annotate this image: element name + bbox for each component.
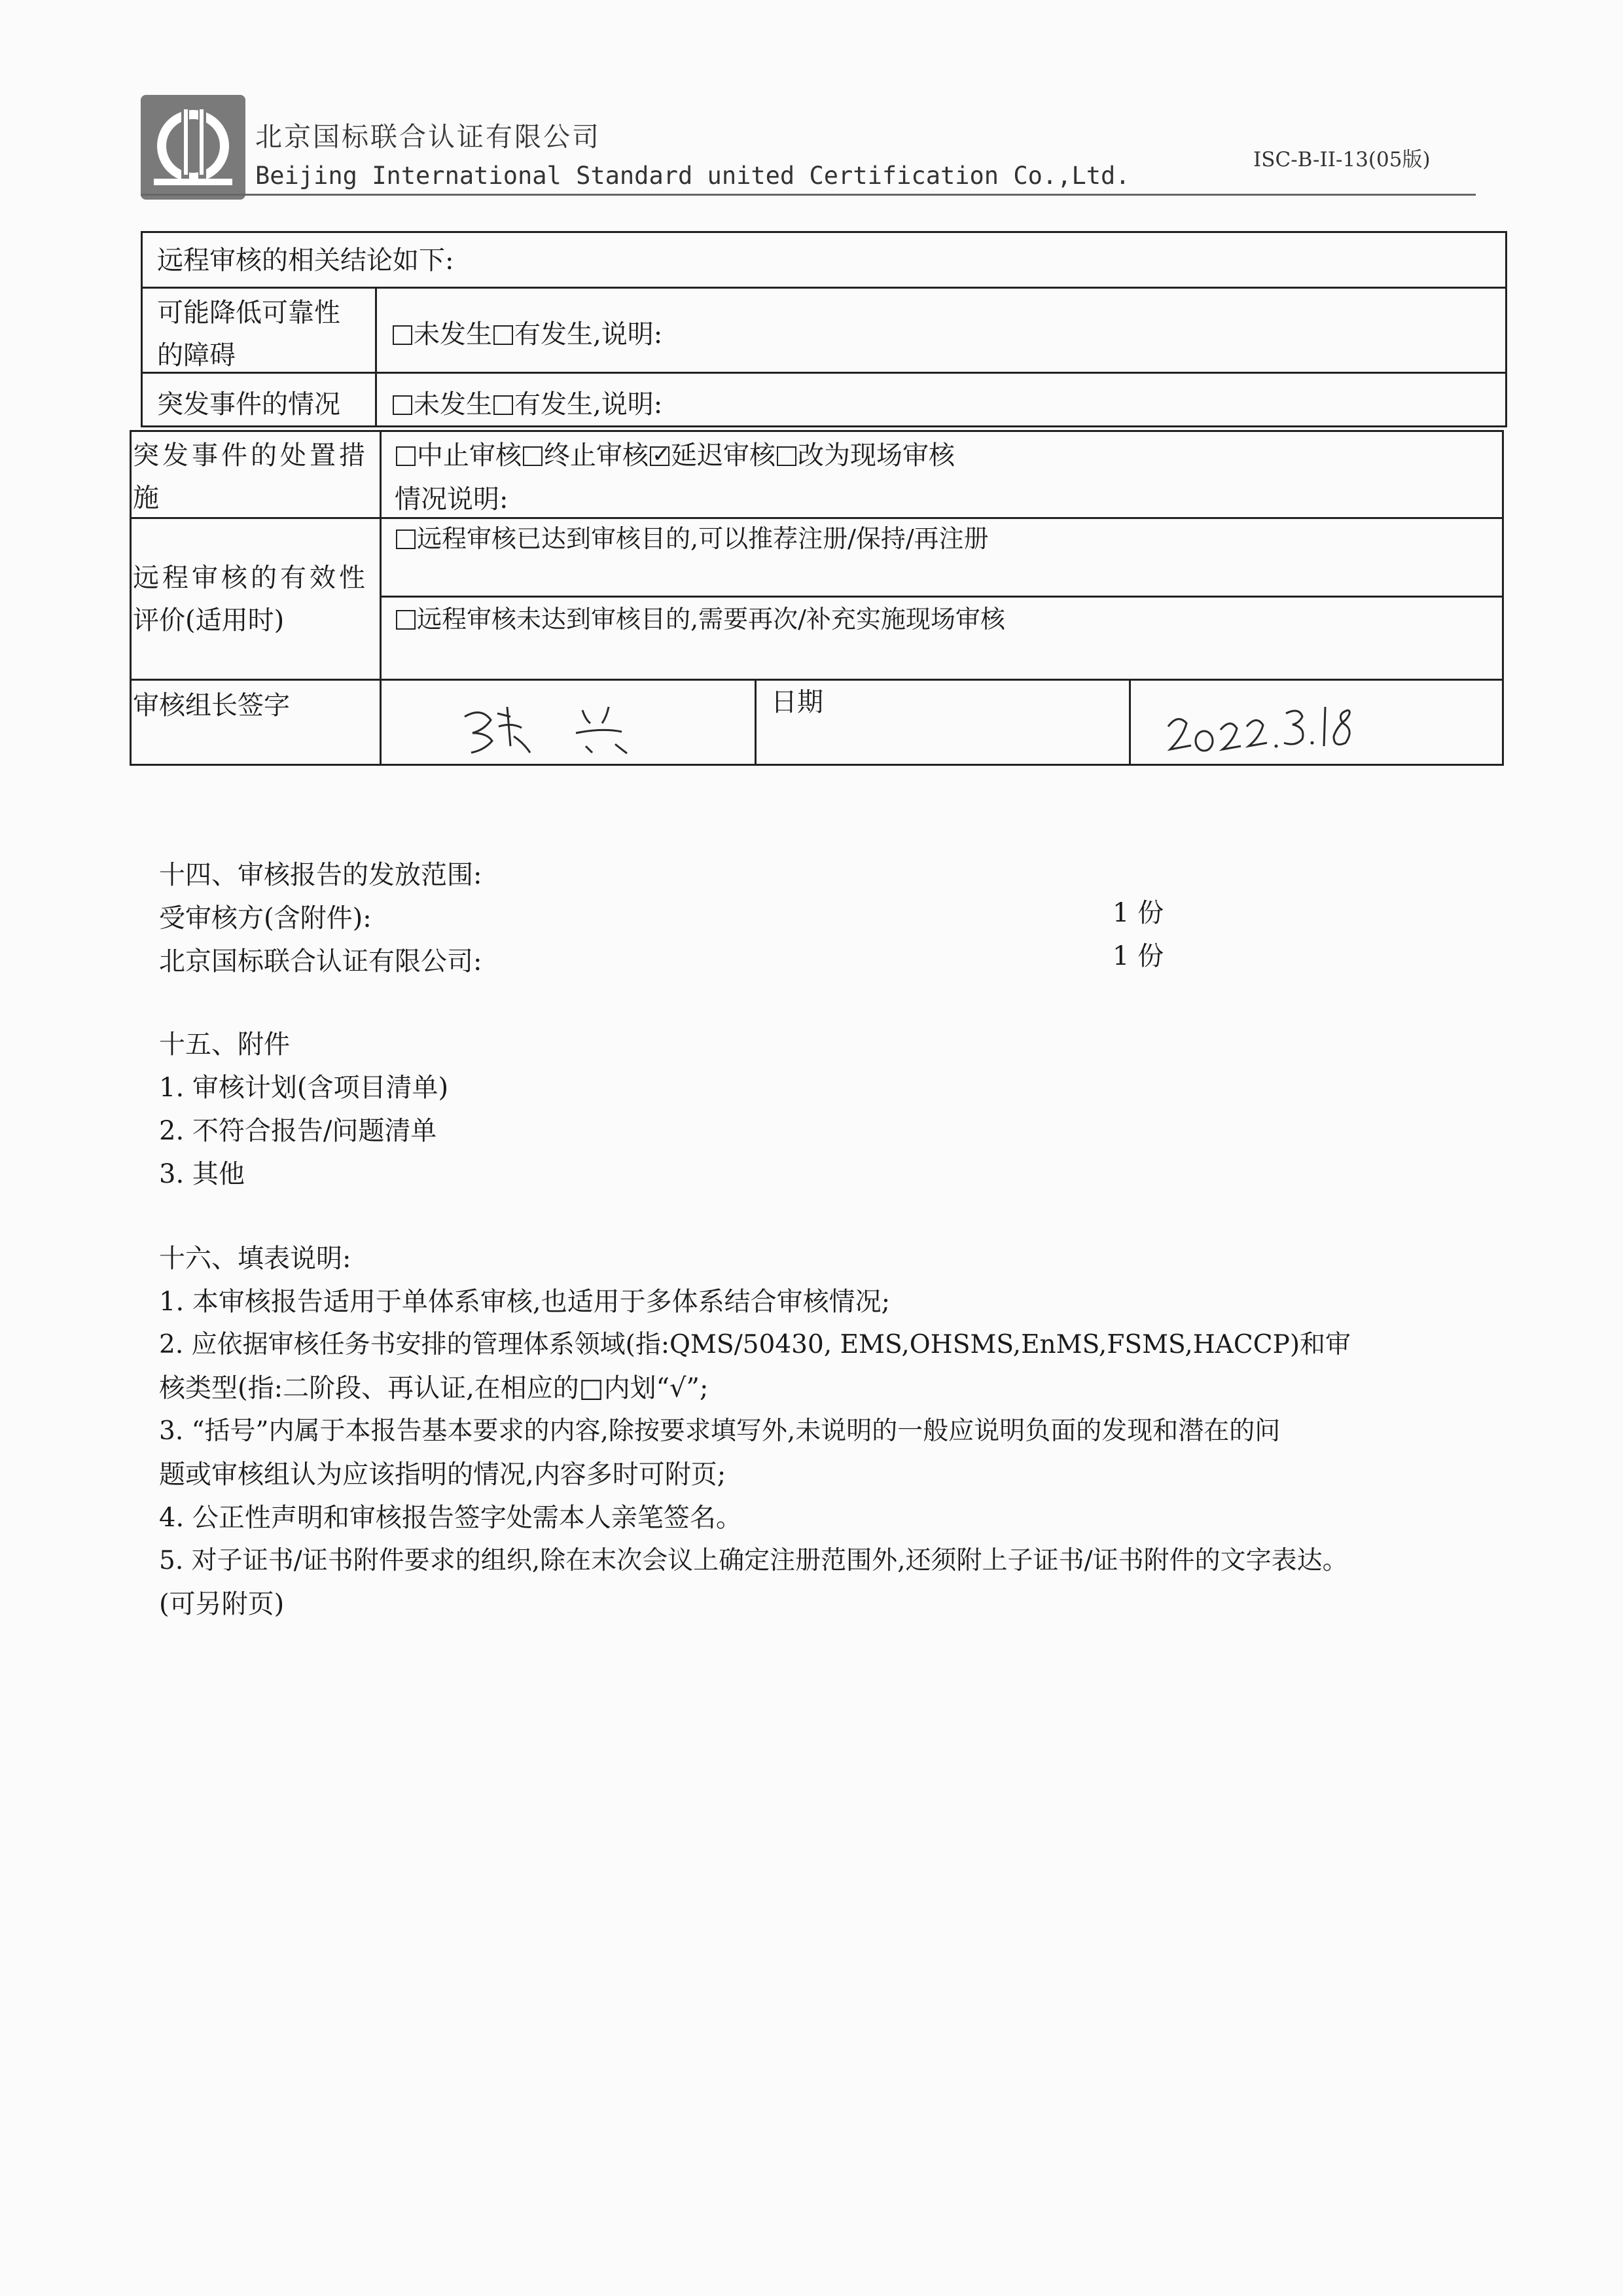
option-label: 有发生,说明: <box>514 319 663 350</box>
row4-option2 <box>395 601 1005 638</box>
company-name-en: Beijing International Standard united Certification Co.,Ltd. <box>255 162 1130 190</box>
option-label: 延迟审核 <box>671 440 776 471</box>
option-label: 远程审核未达到审核目的,需要再次/补充实施现场审核 <box>417 605 1005 634</box>
sign-label: 审核组长签字 <box>133 691 290 721</box>
distribution-item-qty: 1 份 <box>1113 941 1164 971</box>
row3-label-line2: 施 <box>133 483 159 513</box>
instruction-line: 3. “括号”内属于本报告基本要求的内容,除按要求填写外,未说明的一般应说明负面的发现和潜在的问 <box>159 1416 1281 1446</box>
checkbox-suspend-audit[interactable] <box>396 446 416 466</box>
instruction-line: 2. 应依据审核任务书安排的管理体系领域(指:QMS/50430, EMS,OHSMS,EnMS,FSMS,HACCP)和审 <box>159 1330 1351 1359</box>
table-rule <box>755 679 757 766</box>
attachment-item: 1. 审核计划(含项目清单) <box>159 1073 449 1103</box>
option-label: 改为现场审核 <box>798 440 955 471</box>
checkbox-objective-not-met[interactable] <box>396 610 416 630</box>
row3-options <box>395 437 955 474</box>
option-label: 有发生,说明: <box>514 389 663 420</box>
row2-label: 突发事件的情况 <box>157 389 340 420</box>
checkbox-not-occurred[interactable] <box>393 325 412 345</box>
document-code: ISC-B-II-13(05版) <box>1253 148 1431 171</box>
option-label: 终止审核 <box>544 440 649 471</box>
checkbox-objective-met[interactable] <box>396 529 416 549</box>
instruction-line: 核类型(指:二阶段、再认证,在相应的□内划“√”; <box>159 1373 709 1403</box>
table-rule <box>380 596 1504 598</box>
header-rule <box>141 194 1476 196</box>
row3-note: 情况说明: <box>395 484 508 514</box>
option-label: 远程审核已达到审核目的,可以推荐注册/保持/再注册 <box>417 524 989 553</box>
section16-title: 十六、填表说明: <box>159 1244 351 1274</box>
checkbox-onsite-audit[interactable] <box>777 446 796 466</box>
date-label: 日期 <box>771 687 823 717</box>
row4-option1 <box>395 520 989 558</box>
option-label: 中止审核 <box>417 440 522 471</box>
table-rule <box>141 287 1507 289</box>
distribution-item-label: 受审核方(含附件): <box>159 903 372 933</box>
instruction-line: 1. 本审核报告适用于单体系审核,也适用于多体系结合审核情况; <box>159 1287 891 1317</box>
checkbox-occurred[interactable] <box>493 325 513 345</box>
table-rule <box>130 517 1504 519</box>
table-rule <box>375 287 377 427</box>
checkbox-terminate-audit[interactable] <box>523 446 543 466</box>
instruction-line: 题或审核组认为应该指明的情况,内容多时可附页; <box>159 1460 726 1490</box>
company-name-cn: 北京国标联合认证有限公司 <box>255 121 601 152</box>
company-logo <box>141 95 245 200</box>
row3-label-line1: 突发事件的处置措 <box>133 440 368 471</box>
instruction-line: (可另附页) <box>159 1589 285 1619</box>
instruction-line: 4. 公正性声明和审核报告签字处需本人亲笔签名。 <box>159 1503 742 1533</box>
handwritten-date <box>1162 694 1371 768</box>
leader-signature <box>452 697 668 765</box>
checkbox-not-occurred[interactable] <box>393 395 412 415</box>
option-label: 未发生 <box>414 319 492 350</box>
table-rule <box>1129 679 1131 766</box>
checkbox-delay-audit[interactable] <box>650 446 669 466</box>
checkbox-occurred[interactable] <box>493 395 513 415</box>
section14-title: 十四、审核报告的发放范围: <box>159 860 482 890</box>
row2-options <box>391 386 662 423</box>
table-rule <box>141 372 1507 374</box>
section15-title: 十五、附件 <box>159 1030 290 1060</box>
table-heading: 远程审核的相关结论如下: <box>157 245 454 276</box>
row4-label-line2: 评价(适用时) <box>133 605 285 636</box>
attachment-item: 3. 其他 <box>159 1159 245 1189</box>
attachment-item: 2. 不符合报告/问题清单 <box>159 1116 437 1146</box>
row1-label-line2: 的障碍 <box>157 340 236 370</box>
table-rule <box>380 430 382 766</box>
row1-options <box>391 316 662 353</box>
instruction-line: 5. 对子证书/证书附件要求的组织,除在末次会议上确定注册范围外,还须附上子证书/证书附件的文字表达。 <box>159 1546 1348 1575</box>
row1-label-line1: 可能降低可靠性 <box>157 298 340 328</box>
distribution-item-label: 北京国标联合认证有限公司: <box>159 946 482 977</box>
option-label: 未发生 <box>414 389 492 420</box>
table-rule <box>130 679 1504 681</box>
row4-label-line1: 远程审核的有效性 <box>133 563 368 593</box>
distribution-item-qty: 1 份 <box>1113 898 1164 928</box>
